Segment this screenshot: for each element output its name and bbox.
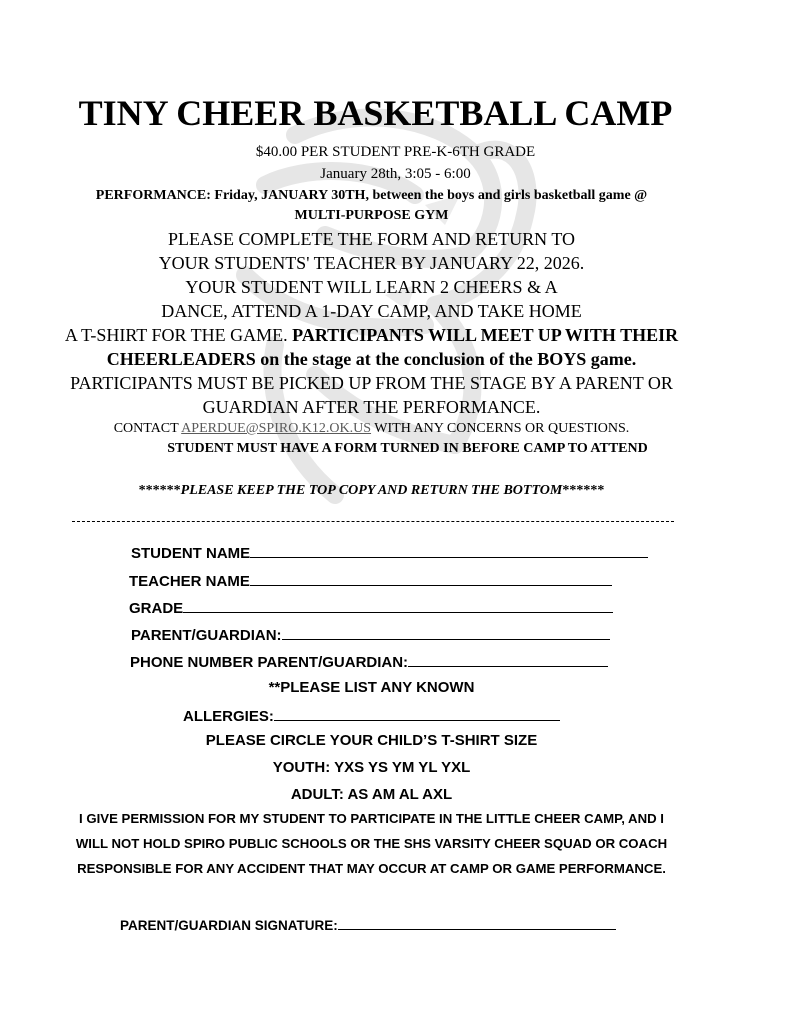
allergies-prompt: **PLEASE LIST ANY KNOWN (268, 679, 475, 696)
signature-field[interactable] (338, 915, 616, 930)
keep-copy-stars-left: ****** (138, 483, 181, 498)
keep-copy-text: PLEASE KEEP THE TOP COPY AND RETURN THE BOTTOM (180, 483, 563, 498)
page-title: TINY CHEER BASKETBALL CAMP (78, 93, 673, 133)
permission-line-2: WILL NOT HOLD SPIRO PUBLIC SCHOOLS OR THE SHS VARSITY CHEER SQUAD OR COACH (75, 836, 668, 851)
keep-copy-stars-right: ****** (562, 483, 605, 498)
body-line-2: YOUR STUDENTS' TEACHER BY JANUARY 22, 2026. (158, 253, 585, 273)
price-line: $40.00 PER STUDENT PRE-K-6TH GRADE (255, 144, 536, 160)
parent-guardian-row (131, 625, 610, 644)
keep-copy-notice (0, 483, 767, 499)
grade-row (129, 598, 613, 617)
body-line-4: DANCE, ATTEND A 1-DAY CAMP, AND TAKE HOME (161, 301, 582, 321)
signature-row (120, 915, 616, 933)
student-name-field[interactable] (250, 543, 648, 558)
date-line: January 28th, 3:05 - 6:00 (320, 166, 471, 182)
signature-label: PARENT/GUARDIAN SIGNATURE: (120, 918, 338, 933)
form-required-notice: STUDENT MUST HAVE A FORM TURNED IN BEFORE CAMP TO ATTEND (167, 441, 648, 456)
body-line-5 (0, 325, 767, 346)
teacher-name-field[interactable] (250, 571, 612, 586)
contact-line (0, 421, 767, 437)
body-line-3: YOUR STUDENT WILL LEARN 2 CHEERS & A (185, 277, 558, 297)
body-line-8: GUARDIAN AFTER THE PERFORMANCE. (202, 397, 541, 417)
teacher-name-label: TEACHER NAME (129, 573, 250, 590)
student-name-row (131, 543, 648, 562)
contact-prefix: CONTACT (113, 421, 182, 436)
grade-field[interactable] (183, 598, 613, 613)
body-line-5-normal: A T-SHIRT FOR THE GAME. (64, 325, 293, 345)
teacher-name-row (129, 571, 612, 590)
tshirt-prompt: PLEASE CIRCLE YOUR CHILD’S T-SHIRT SIZE (205, 732, 538, 749)
allergies-row (183, 706, 560, 725)
body-line-5-bold: PARTICIPANTS WILL MEET UP WITH THEIR (292, 325, 679, 345)
cut-line-divider (72, 521, 674, 522)
body-line-6: CHEERLEADERS on the stage at the conclusion of the BOYS game. (106, 349, 637, 369)
location-line: MULTI-PURPOSE GYM (294, 208, 449, 223)
body-line-1: PLEASE COMPLETE THE FORM AND RETURN TO (167, 229, 576, 249)
parent-guardian-label: PARENT/GUARDIAN: (131, 627, 282, 644)
permission-line-1: I GIVE PERMISSION FOR MY STUDENT TO PARTICIPATE IN THE LITTLE CHEER CAMP, AND I (79, 811, 664, 826)
allergies-label: ALLERGIES: (183, 708, 274, 725)
allergies-field[interactable] (274, 706, 560, 721)
adult-sizes[interactable]: ADULT: AS AM AL AXL (290, 786, 453, 803)
grade-label: GRADE (129, 600, 184, 617)
phone-row (130, 652, 608, 671)
permission-line-3: RESPONSIBLE FOR ANY ACCIDENT THAT MAY OCCUR AT CAMP OR GAME PERFORMANCE. (77, 861, 666, 876)
student-name-label: STUDENT NAME (131, 545, 251, 562)
youth-sizes[interactable]: YOUTH: YXS YS YM YL YXL (272, 759, 471, 776)
contact-email-link[interactable]: APERDUE@SPIRO.K12.OK.US (181, 421, 372, 436)
phone-field[interactable] (408, 652, 608, 667)
contact-suffix: WITH ANY CONCERNS OR QUESTIONS. (371, 421, 630, 436)
parent-guardian-field[interactable] (282, 625, 610, 640)
phone-label: PHONE NUMBER PARENT/GUARDIAN: (130, 654, 409, 671)
body-line-7: PARTICIPANTS MUST BE PICKED UP FROM THE STAGE BY A PARENT OR (70, 373, 673, 393)
performance-line: PERFORMANCE: Friday, JANUARY 30TH, between the boys and girls basketball game @ (95, 188, 648, 203)
